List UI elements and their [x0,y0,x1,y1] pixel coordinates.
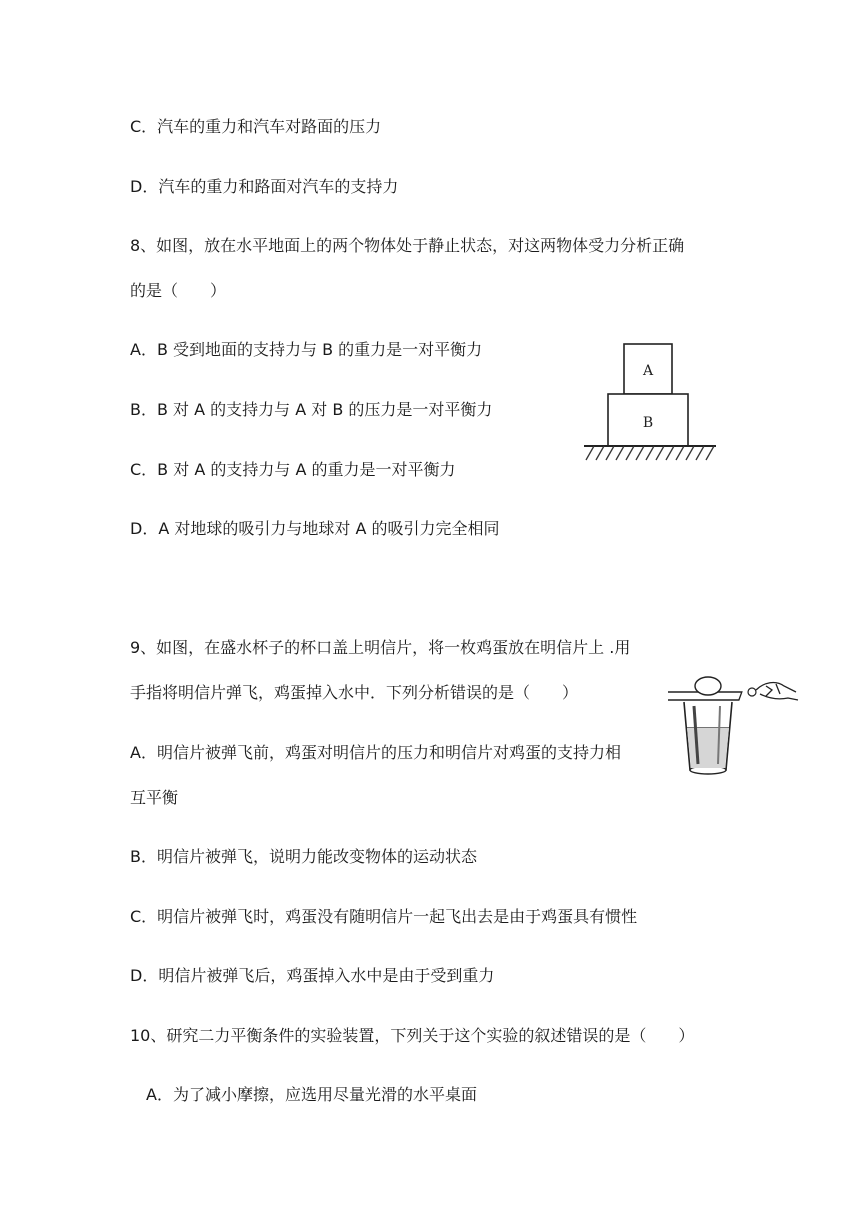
q9-option-b: B．明信片被弹飞，说明力能改变物体的运动状态 [130,847,477,866]
water-fill [687,728,729,768]
q10-stem: 10、研究二力平衡条件的实验装置，下列关于这个实验的叙述错误的是（ ） [130,1026,695,1045]
block-b-label: B [642,415,654,431]
q8-option-d: D．A 对地球的吸引力与地球对 A 的吸引力完全相同 [130,519,500,538]
hand-icon [756,683,798,700]
q10-option-a: A．为了减小摩擦，应选用尽量光滑的水平桌面 [146,1085,477,1104]
block-a-label: A [642,363,654,379]
q9-stem-line2: 手指将明信片弹飞，鸡蛋掉入水中．下列分析错误的是（ ） [130,683,579,702]
q9-option-c: C．明信片被弹飞时，鸡蛋没有随明信片一起飞出去是由于鸡蛋具有惯性 [130,907,638,926]
ground-hatching [586,446,714,460]
q7-option-d: D．汽车的重力和路面对汽车的支持力 [130,177,399,196]
q8-option-a: A．B 受到地面的支持力与 B 的重力是一对平衡力 [130,340,483,359]
q8-stem-line1: 8、如图，放在水平地面上的两个物体处于静止状态，对这两物体受力分析正确 [130,236,685,255]
q8-option-c: C．B 对 A 的支持力与 A 的重力是一对平衡力 [130,460,456,479]
q8-stem-line2: 的是（ ） [130,281,227,300]
q9-option-a-line1: A．明信片被弹飞前，鸡蛋对明信片的压力和明信片对鸡蛋的支持力相 [130,743,621,762]
q8-option-b: B．B 对 A 的支持力与 A 对 B 的压力是一对平衡力 [130,400,493,419]
flick-point-icon [748,688,756,696]
egg-cup-figure [668,664,800,778]
stacked-blocks-figure [580,340,720,466]
q9-stem-line1: 9、如图，在盛水杯子的杯口盖上明信片，将一枚鸡蛋放在明信片上 .用 [130,638,631,657]
q7-option-c: C．汽车的重力和汽车对路面的压力 [130,117,382,136]
q9-option-d: D．明信片被弹飞后，鸡蛋掉入水中是由于受到重力 [130,966,495,985]
q9-option-a-line2: 互平衡 [130,788,179,807]
egg-icon [695,677,721,695]
